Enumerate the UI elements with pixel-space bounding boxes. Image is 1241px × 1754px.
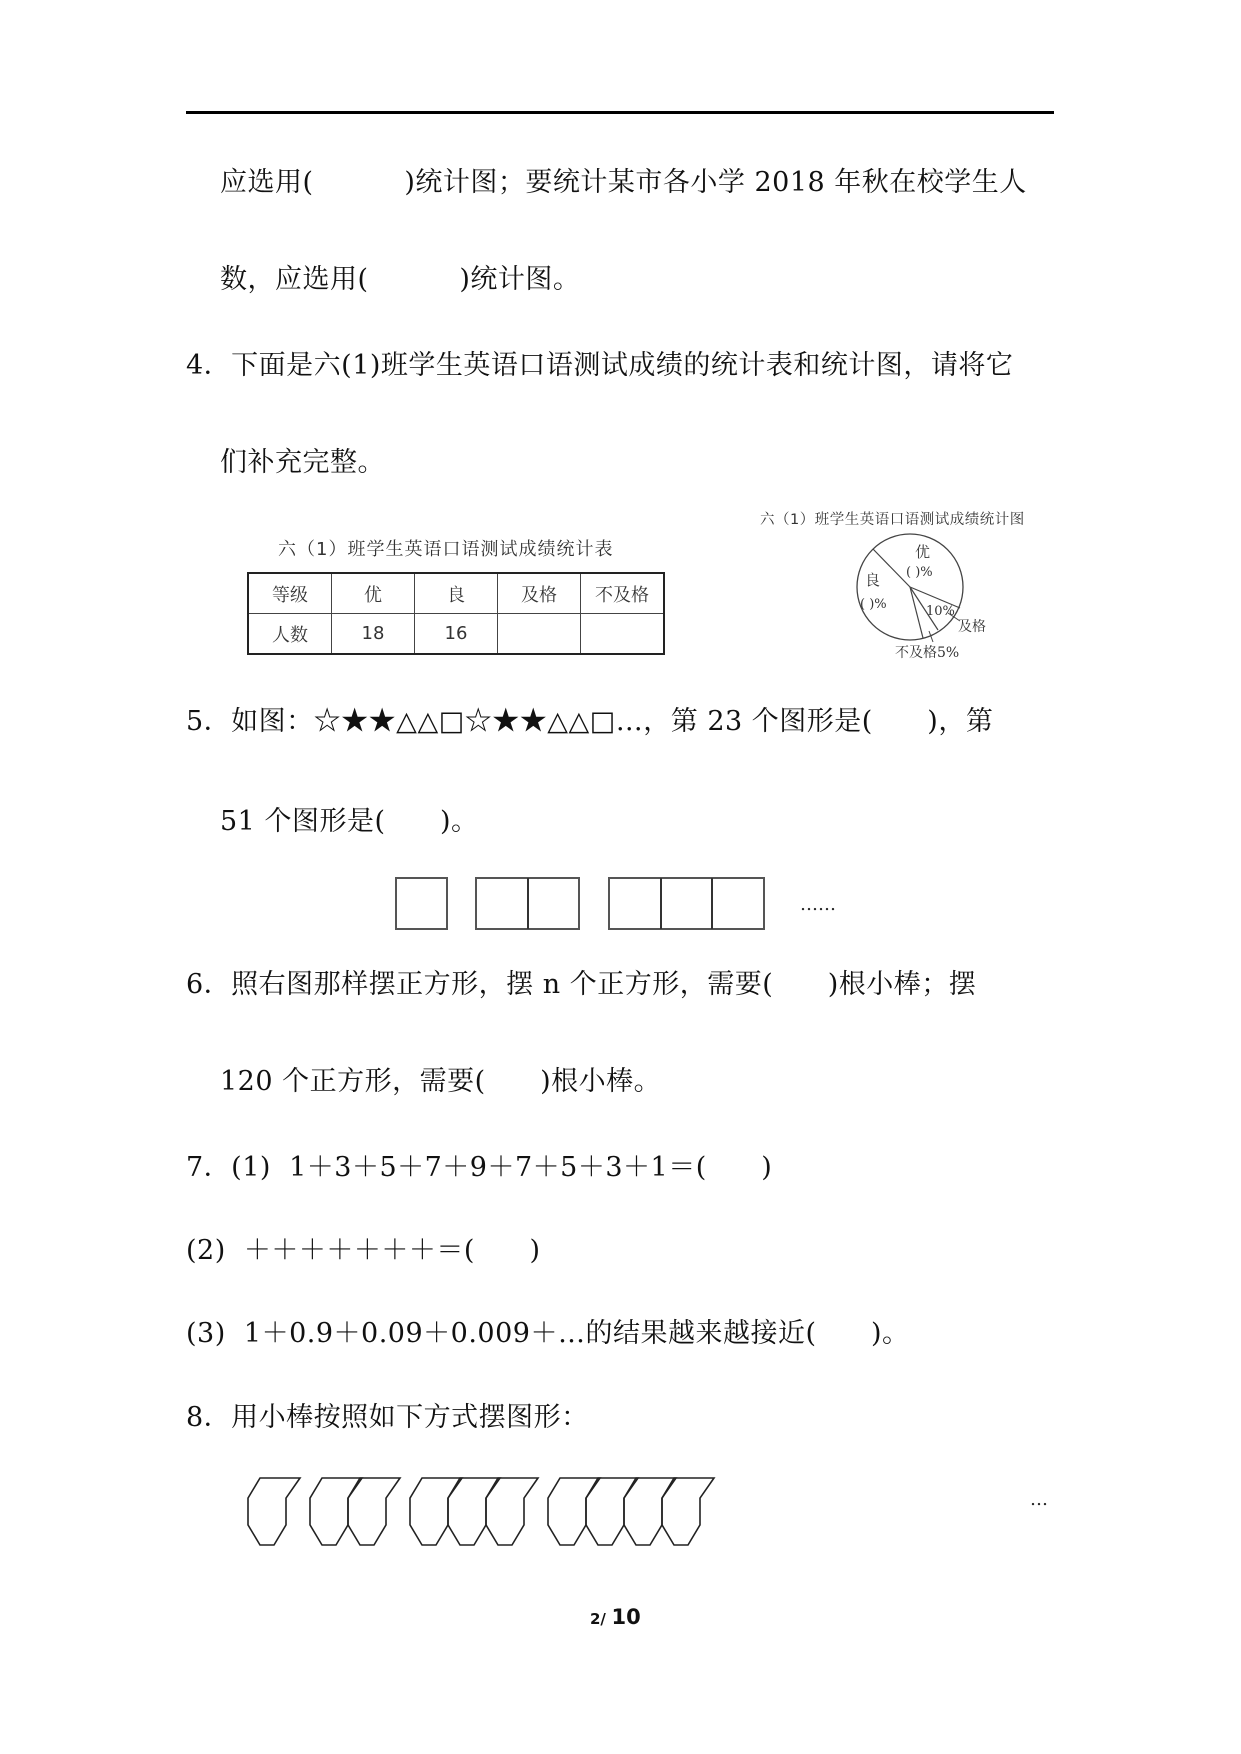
pie-label-you-pct: ( )% [906, 565, 933, 580]
page-total: 10 [611, 1605, 641, 1629]
table-header-row [248, 573, 664, 614]
q6-line-1: 6．照右图那样摆正方形，摆 n 个正方形，需要( )根小棒；摆 [186, 969, 977, 1000]
q4-line-2: 们补充完整。 [220, 447, 385, 478]
octagon-group-1 [248, 1478, 300, 1545]
square-group-1 [396, 878, 447, 929]
grades-table [247, 572, 665, 655]
table-header-cell: 等级 [248, 573, 332, 614]
page-current: 2/ [590, 1610, 606, 1628]
table-cell: 人数 [248, 614, 332, 655]
q5-line-1: 5．如图：☆★★△△□☆★★△△□…，第 23 个图形是( )，第 [186, 706, 994, 737]
pie-label-bujige: 不及格5% [895, 645, 960, 661]
pie-label-jige-pct: 10% [926, 604, 955, 619]
table-cell-blank-jige[interactable] [498, 614, 581, 655]
q7-part-1: 7．(1) 1＋3＋5＋7＋9＋7＋5＋3＋1＝( ) [186, 1152, 773, 1183]
table-cell: 16 [415, 614, 498, 655]
pie-label-you: 优 [915, 543, 931, 561]
table-cell: 18 [332, 614, 415, 655]
header-rule [186, 111, 1054, 114]
pie-divider-bujige-liang [910, 587, 923, 638]
q3-line-2: 数，应选用( )统计图。 [220, 264, 581, 295]
pie-label-jige: 及格 [958, 619, 986, 635]
octagon-group-4 [548, 1478, 714, 1545]
octagons-figure [240, 1445, 1060, 1555]
q8-line-1: 8．用小棒按照如下方式摆图形： [186, 1402, 589, 1433]
octagons-ellipsis: … [1030, 1489, 1048, 1510]
q4-line-1: 4．下面是六(1)班学生英语口语测试成绩的统计表和统计图，请将它 [186, 350, 1014, 381]
table-header-cell: 优 [332, 573, 415, 614]
square-group-3 [609, 878, 764, 929]
q7-part-3: (3) 1＋0.9＋0.09＋0.009＋…的结果越来越接近( )。 [186, 1318, 910, 1349]
table-header-cell: 不及格 [581, 573, 665, 614]
octagon [248, 1478, 300, 1545]
q7-part-2: (2) ＋＋＋＋＋＋＋＝( ) [186, 1235, 541, 1266]
q3-line-1: 应选用( )统计图；要统计某市各小学 2018 年秋在校学生人 [220, 167, 1027, 198]
pie-label-liang-pct: ( )% [860, 597, 887, 612]
table-header-cell: 良 [415, 573, 498, 614]
table-title: 六（1）班学生英语口语测试成绩统计表 [278, 539, 614, 560]
pie-label-liang: 良 [865, 571, 881, 589]
octagon-group-3 [410, 1478, 538, 1545]
table-header-cell: 及格 [498, 573, 581, 614]
q6-line-2: 120 个正方形，需要( )根小棒。 [220, 1066, 662, 1097]
table-cell-blank-bujige[interactable] [581, 614, 665, 655]
pie-chart-title: 六（1）班学生英语口语测试成绩统计图 [760, 512, 1025, 528]
page-number [590, 1605, 641, 1629]
pie-chart [840, 530, 1060, 670]
octagon-group-2 [310, 1478, 400, 1545]
table-row [248, 614, 664, 655]
squares-ellipsis: …… [800, 894, 836, 915]
q5-line-2: 51 个图形是( )。 [220, 806, 479, 837]
squares-figure [390, 870, 870, 940]
